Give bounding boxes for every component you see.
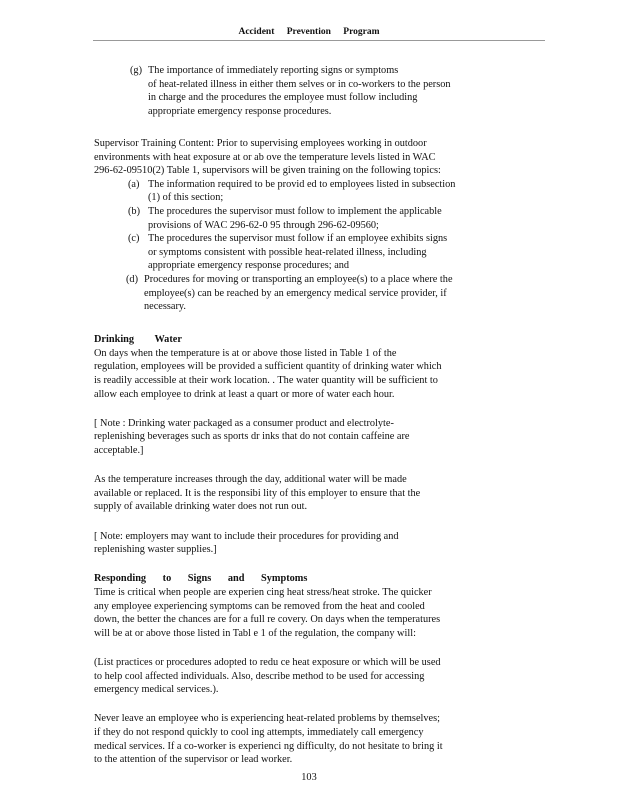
list-item-g [94,64,544,118]
text-line: or symptoms consistent with possible heat-related illness, including [148,246,427,258]
text-line: will be at or above those listed in Tabl e 1 of the regulation, the company will: [94,627,416,639]
text-line: to help cool affected individuals. Also, describe method to be used for accessing [94,670,425,682]
note-line: [ Note: employers may want to include their procedures for providing and [94,530,399,542]
text-line: allow each employee to drink at least a quart or more of water each hour. [94,388,395,400]
text-line: is readily accessible at their work location. . The water quantity will be sufficient to [94,375,438,387]
note-line: replenishing waster supplies.] [94,544,217,556]
text-line: As the temperature increases through the day, additional water will be made [94,474,407,486]
text-line: in charge and the procedures the employee must follow including [148,92,418,104]
text-line: medical services. If a co-worker is experienci ng difficulty, do not hesitate to bring it [94,740,443,752]
text-line: Time is critical when people are experien cing heat stress/heat stroke. The quicker [94,586,432,598]
note-line: acceptable.] [94,445,144,457]
list-item-a [94,178,544,205]
list-item-b [94,205,544,232]
text-line: (1) of this section; [148,192,224,204]
text-line: available or replaced. It is the responsibi lity of this employer to ensure that the [94,487,421,499]
section-heading-drinking-water: Drinking Water [94,334,182,346]
text-line: On days when the temperature is at or above those listed in Table 1 of the [94,347,397,359]
text-line: supply of available drinking water does not run out. [94,501,308,513]
text-line: of heat-related illness in either them selves or in co-workers to the person [148,78,451,90]
text-line: employee(s) can be reached by an emergency medical service provider, if [144,287,447,299]
list-item-label: (d) [126,273,139,285]
text-line: environments with heat exposure at or ab ove the temperature levels listed in WAC [94,151,436,163]
text-line: regulation, employees will be provided a sufficient quantity of drinking water which [94,361,442,373]
text-line: emergency medical services.). [94,684,219,696]
text-line: 296-62-09510(2) Table 1, supervisors will be given training on the following topics: [94,165,441,177]
text-line: if they do not respond quickly to cool ing attempts, immediately call emergency [94,726,424,738]
list-item-label: (g) [130,65,143,76]
text-line: Procedures for moving or transporting an employee(s) to a place where the [144,273,453,285]
text-line: appropriate emergency response procedures; and [148,260,350,272]
section-heading-responding: Responding to Signs and Symptoms [94,573,308,585]
list-item-d [94,273,544,314]
text-line: The procedures the supervisor must follow if an employee exhibits signs [148,233,448,245]
document-body [94,64,544,767]
text-line: (List practices or procedures adopted to redu ce heat exposure or which will be used [94,656,441,668]
note-line: [ Note : Drinking water packaged as a consumer product and electrolyte- [94,417,394,429]
list-item-c [94,232,544,273]
text-line: down, the better the chances are for a full re covery. On days when the temperatures [94,614,441,626]
text-line: provisions of WAC 296-62-0 95 through 296-62-09560; [148,219,379,231]
text-line: to the attention of the supervisor or lead worker. [94,754,293,766]
text-line: any employee experiencing symptoms can be removed from the heat and cooled [94,600,425,612]
page-number: 103 [301,772,317,783]
text-line: Supervisor Training Content: Prior to supervising employees working in outdoor [94,137,427,149]
header-rule [93,40,545,41]
list-item-label: (a) [128,178,140,190]
text-line: appropriate emergency response procedures. [148,105,332,117]
text-line: The procedures the supervisor must follow to implement the applicable [148,205,442,217]
text-line: The information required to be provid ed to employees listed in subsection [148,178,456,190]
list-item-text [148,64,544,118]
page-header: Accident Prevention Program [238,27,380,37]
note-line: replenishing beverages such as sports dr inks that do not contain caffeine are [94,431,410,443]
text-line: The importance of immediately reporting signs or symptoms [148,65,399,76]
list-item-label: (b) [128,205,141,217]
list-item-label: (c) [128,233,140,245]
text-line: Never leave an employee who is experiencing heat-related problems by themselves; [94,713,440,725]
text-line: necessary. [144,301,186,313]
